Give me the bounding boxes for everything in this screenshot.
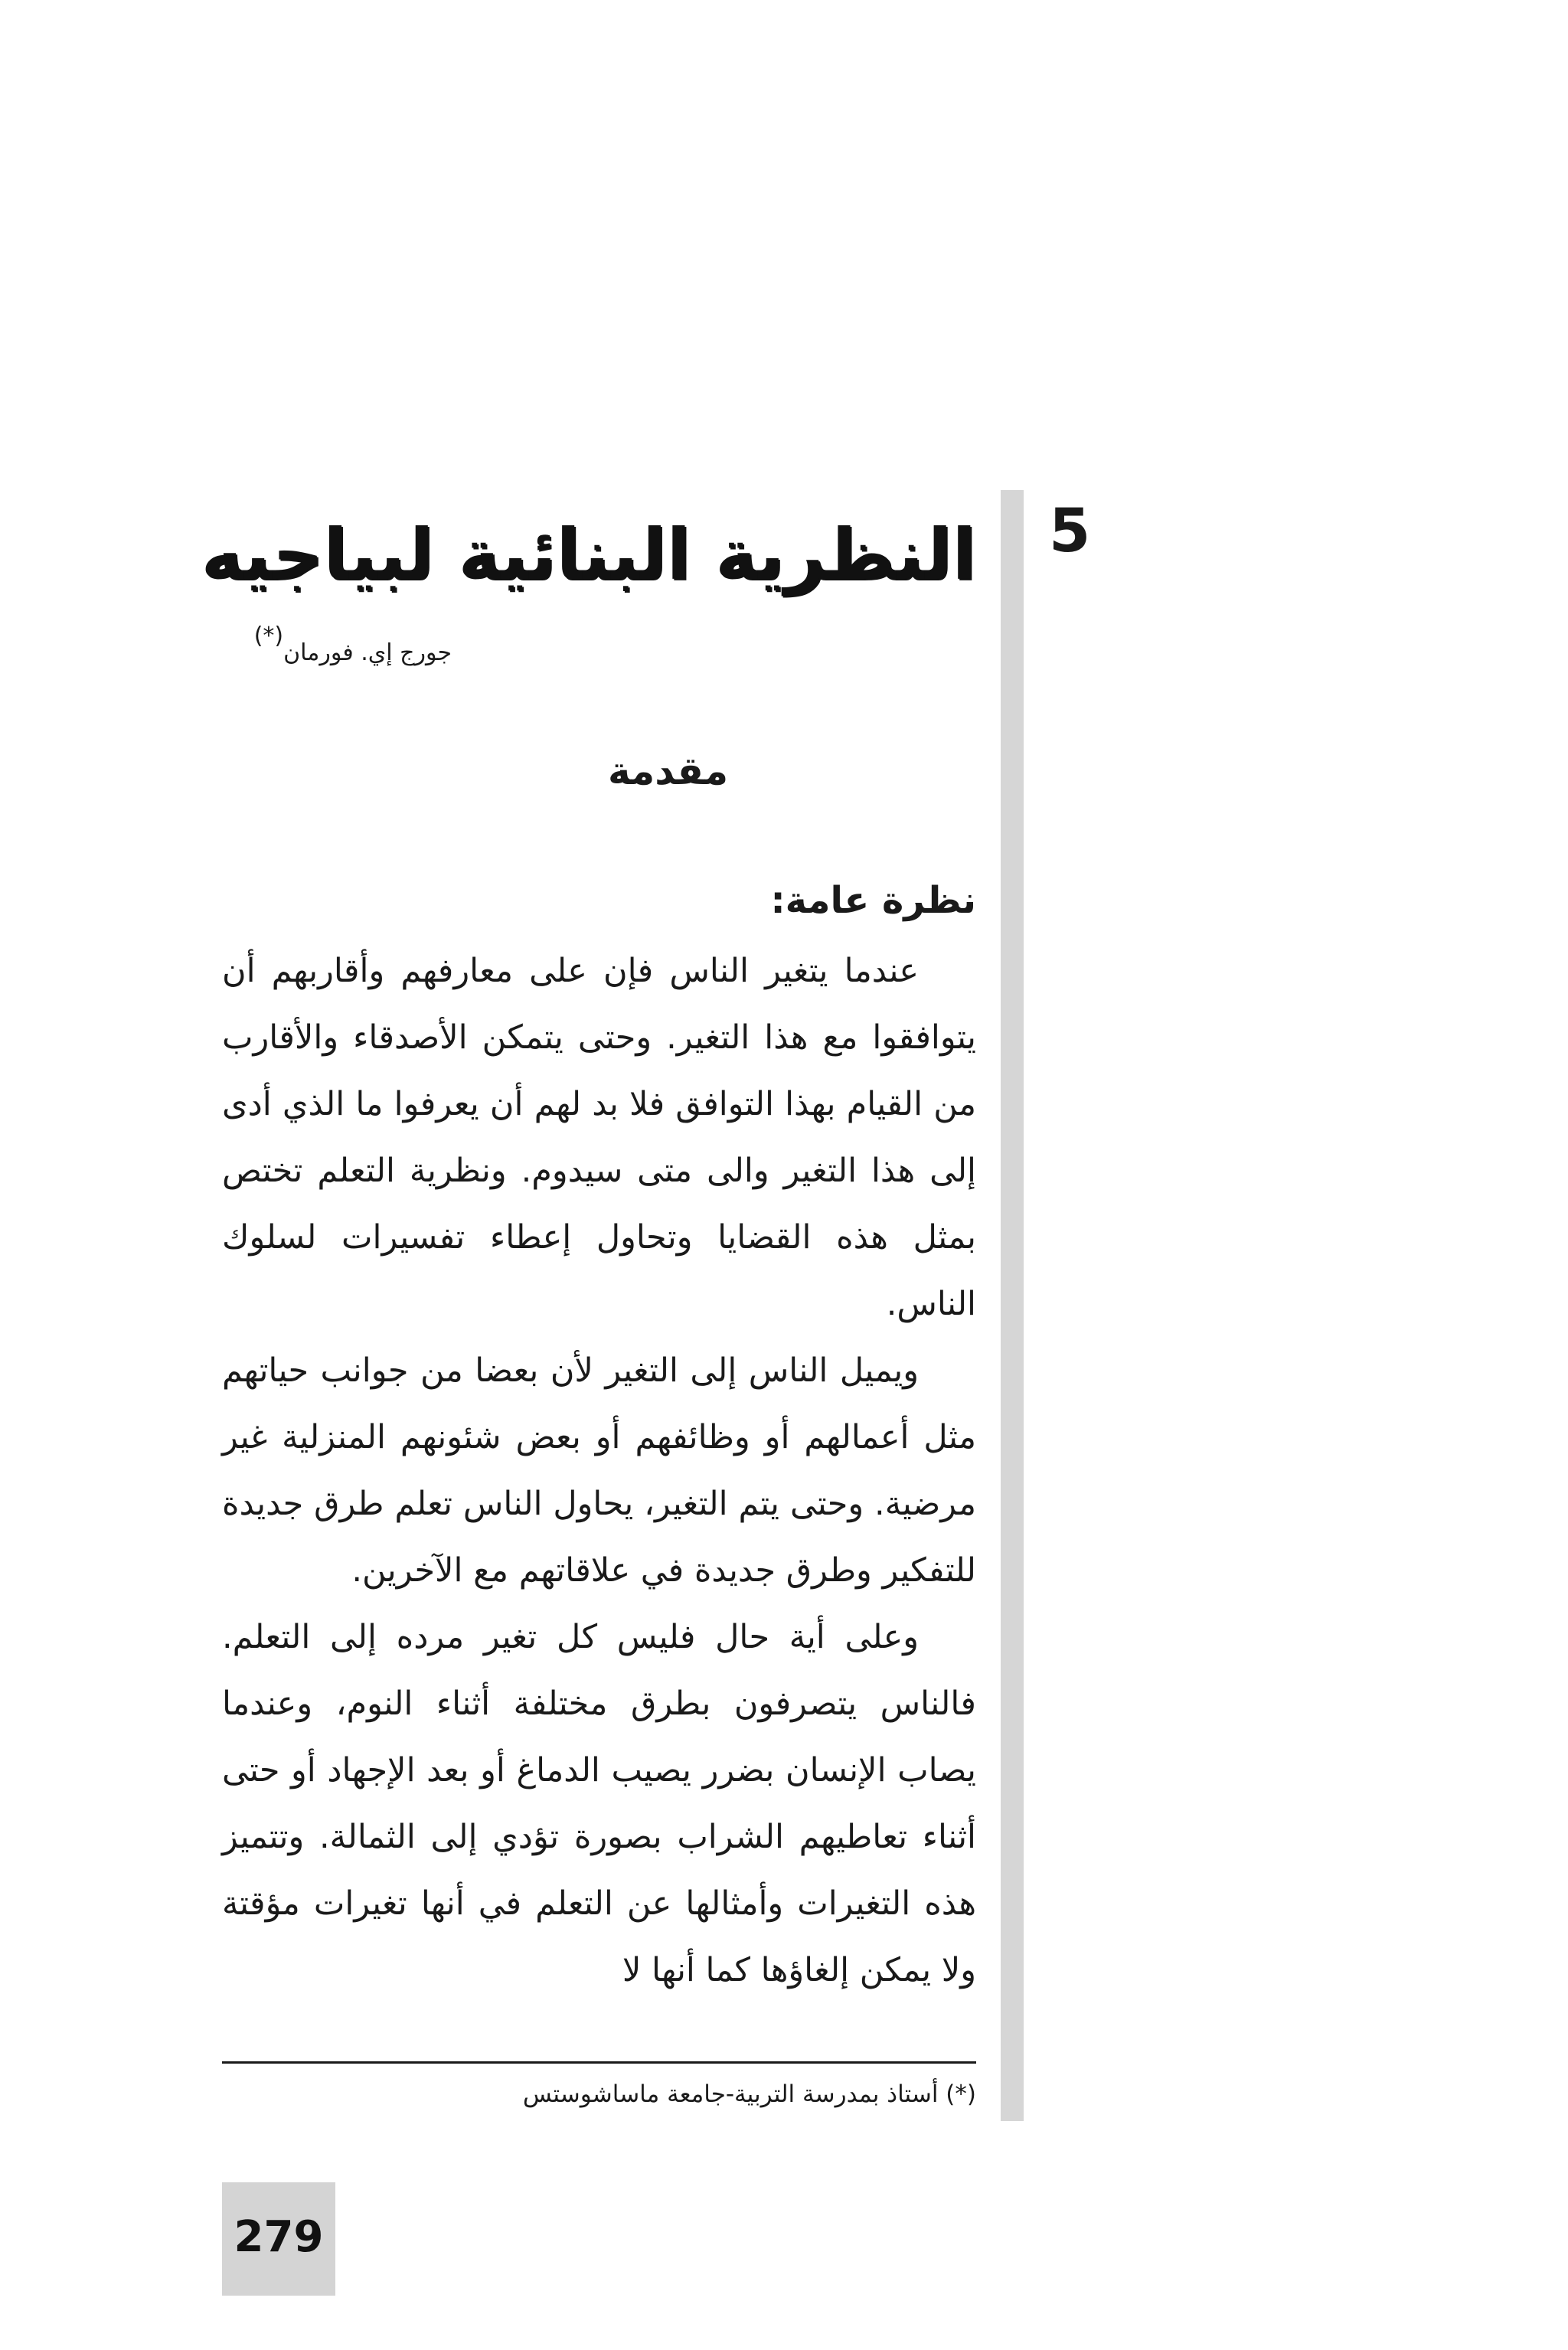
section-heading-text: مقدمة (607, 749, 729, 793)
footnote-divider (222, 2061, 976, 2064)
author-name: جورج إي. فورمان (283, 639, 452, 666)
margin-bar (1001, 490, 1024, 2121)
section-heading (222, 747, 976, 796)
chapter-number: 5 (1049, 497, 1091, 566)
footnote: (*) أستاذ بمدرسة التربية-جامعة ماساشوستس (522, 2080, 976, 2108)
author-line (222, 623, 452, 667)
subheading: نظرة عامة: (770, 879, 976, 922)
footnote-marker: (*) (253, 623, 284, 649)
page-number: 279 (234, 2212, 324, 2262)
body-text (222, 938, 976, 2004)
paragraph: وعلى أية حال فليس كل تغير مرده إلى التعلم. فالناس يتصرفون بطرق مختلفة أثناء النوم، وعندما يصاب الإنسان بضرر يصيب الدماغ أو بعد الإجهاد أو حتى أثناء تعاطيهم الشراب بصورة تؤدي إلى الثمالة. وتتميز هذه التغيرات وأمثالها عن التعلم في أنها تغيرات مؤقتة ولا يمكن إلغاؤها كما أنها لا (222, 1618, 976, 1989)
paragraph: ويميل الناس إلى التغير لأن بعضا من جوانب حياتهم مثل أعمالهم أو وظائفهم أو بعض شئونهم المنزلية غير مرضية. وحتى يتم التغير، يحاول الناس تعلم طرق جديدة للتفكير وطرق جديدة في علاقاتهم مع الآخرين. (222, 1351, 976, 1590)
paragraph: عندما يتغير الناس فإن على معارفهم وأقاربهم أن يتوافقوا مع هذا التغير. وحتى يتمكن الأصدقاء والأقارب من القيام بهذا التوافق فلا بد لهم أن يعرفوا ما الذي أدى إلى هذا التغير والى متى سيدوم. ونظرية التعلم تختص بمثل هذه القضايا وتحاول إعطاء تفسيرات لسلوك الناس. (222, 952, 976, 1323)
page-number-box (222, 2182, 335, 2296)
chapter-title: النظرية البنائية لبياجيه (201, 514, 976, 596)
